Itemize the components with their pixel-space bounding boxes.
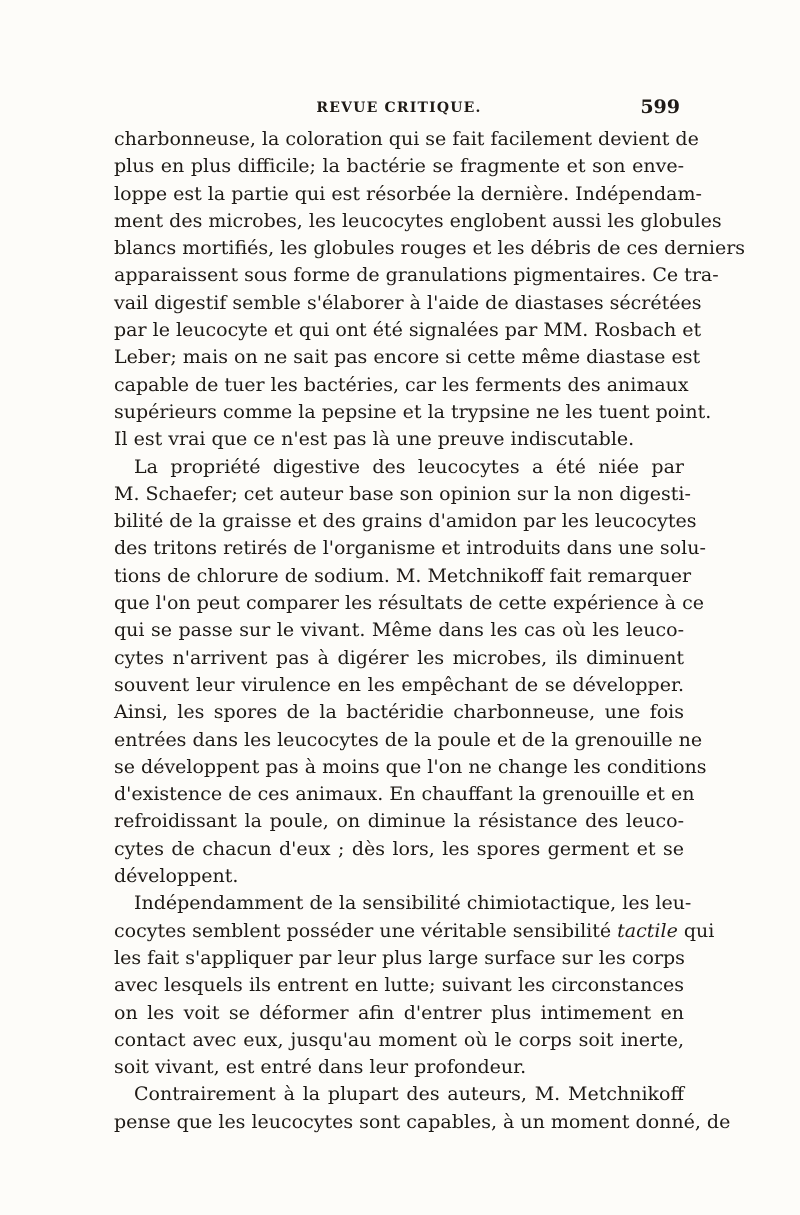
text-line: tions de chlorure de sodium. M. Metchnikoff fait remarquer [114,564,692,587]
text-line: cytes de chacun d'eux ; dès lors, les spores germent et se [114,837,684,860]
text-line-segment: qui [683,919,715,942]
paragraph-end-line: soit vivant, est entré dans leur profondeur. [114,1056,527,1079]
text-line: que l'on peut comparer les résultats de cette expérience à ce [114,592,705,615]
text-line: supérieurs comme la pepsine et la trypsine ne les tuent point. [114,400,712,423]
text-line: pense que les leucocytes sont capables, à un moment donné, de [114,1110,731,1133]
paragraph-start-line: La propriété digestive des leucocytes a été niée par [134,455,684,478]
text-line: ment des microbes, les leucocytes englobent aussi les globules [114,209,722,232]
text-line: on les voit se déformer afin d'entrer plus intimement en [114,1001,684,1024]
text-line-segment: cocytes semblent posséder une véritable sensibilité [114,919,612,942]
text-line: contact avec eux, jusqu'au moment où le corps soit inerte, [114,1028,684,1051]
text-line: cytes n'arrivent pas à digérer les microbes, ils diminuent [114,646,684,669]
text-line: avec lesquels ils entrent en lutte; suivant les circonstances [114,974,684,997]
page-header [114,96,684,126]
text-line: d'existence de ces animaux. En chauffant la grenouille et en [114,783,695,806]
text-line: souvent leur virulence en les empêchant de se développer. [114,673,684,696]
text-line: blancs mortifiés, les globules rouges et les débris de ces derniers [114,237,746,260]
paragraph-end-line: Il est vrai que ce n'est pas là une preuve indiscutable. [114,428,635,451]
italic-term: tactile [617,919,678,942]
text-line: des tritons retirés de l'organisme et introduits dans une solu- [114,537,706,560]
page-number: 599 [640,96,680,118]
text-line: apparaissent sous forme de granulations pigmentaires. Ce tra- [114,264,719,287]
paragraph-start-line: Indépendamment de la sensibilité chimiotactique, les leu- [134,892,692,915]
text-line: bilité de la graisse et des grains d'amidon par les leucocytes [114,510,697,533]
running-title: REVUE CRITIQUE. [316,100,482,116]
text-line: qui se passe sur le vivant. Même dans les cas où les leuco- [114,619,684,642]
text-line: plus en plus difficile; la bactérie se fragmente et son enve- [114,155,684,178]
text-line: capable de tuer les bactéries, car les ferments des animaux [114,373,689,396]
text-line: loppe est la partie qui est résorbée la dernière. Indépendam- [114,182,702,205]
text-line: Leber; mais on ne sait pas encore si cette même diastase est [114,346,701,369]
text-line: refroidissant la poule, on diminue la résistance des leuco- [114,810,684,833]
text-line: Ainsi, les spores de la bactéridie charbonneuse, une fois [114,701,684,724]
text-line: vail digestif semble s'élaborer à l'aide de diastases sécrétées [114,291,702,314]
body-text [114,126,746,1136]
text-line [114,918,715,945]
paragraph-start-line: Contrairement à la plupart des auteurs, M. Metchnikoff [134,1083,684,1106]
paragraph-end-line: développent. [114,865,239,888]
text-line: se développent pas à moins que l'on ne change les conditions [114,755,707,778]
text-line: les fait s'appliquer par leur plus large surface sur les corps [114,946,685,969]
text-line: entrées dans les leucocytes de la poule et de la grenouille ne [114,728,703,751]
text-line: M. Schaefer; cet auteur base son opinion sur la non digesti- [114,482,691,505]
text-line: charbonneuse, la coloration qui se fait facilement devient de [114,128,699,150]
text-line: par le leucocyte et qui ont été signalées par MM. Rosbach et [114,319,702,342]
